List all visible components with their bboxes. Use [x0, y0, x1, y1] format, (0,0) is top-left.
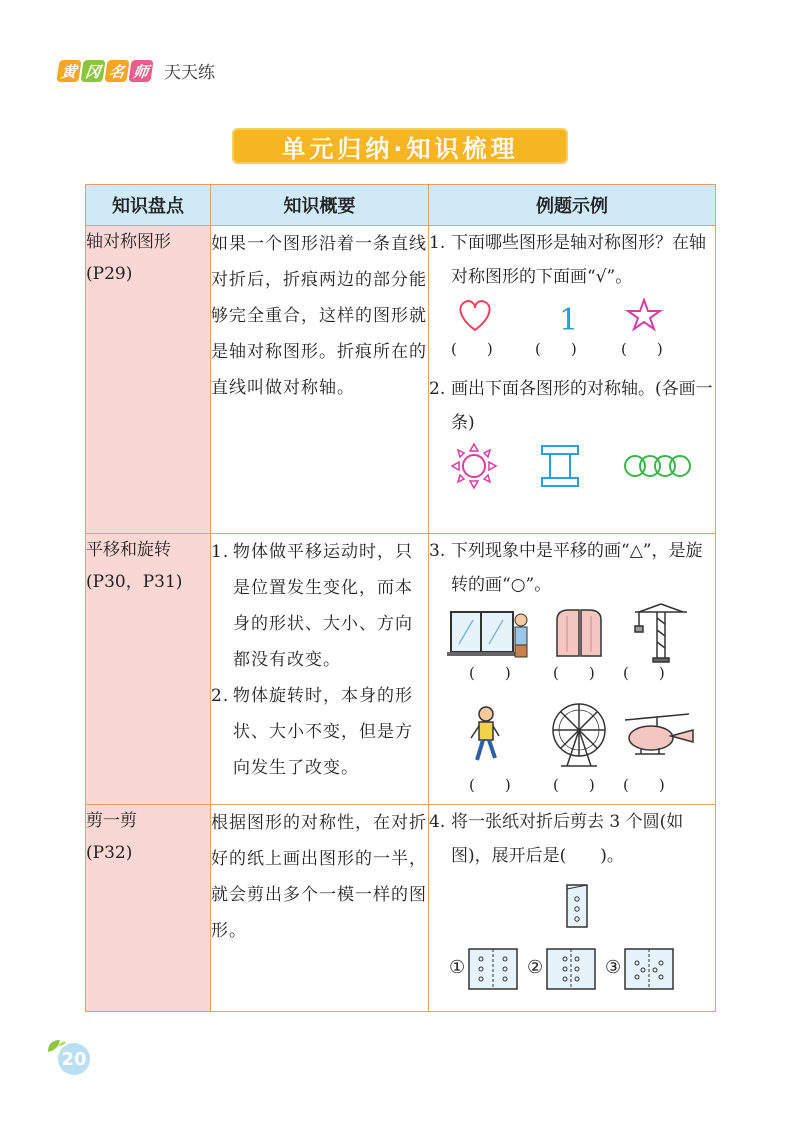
- topic-cell: [86, 226, 211, 534]
- answer-blank: ( ): [469, 776, 511, 792]
- question-text: 下面哪些图形是轴对称图形？在轴对称图形的下面画“√”。: [451, 233, 706, 287]
- summary-point-2: [211, 678, 428, 786]
- option-2-paper: [547, 949, 595, 989]
- brand-char: 黄: [56, 60, 81, 82]
- table-header-row: [86, 185, 716, 226]
- summary-cell: [211, 226, 429, 534]
- summary-text: 物体旋转时，本身的形状、大小不变，但是方向发生了改变。: [233, 686, 413, 778]
- brand-logo: [58, 58, 215, 83]
- topic-page: (P29): [86, 264, 133, 284]
- option-3-paper: [625, 949, 673, 989]
- answer-blank: ( ): [535, 340, 577, 358]
- answer-blank: ( ): [469, 664, 511, 682]
- brand-char: 师: [128, 60, 153, 82]
- option-label: ①: [449, 957, 466, 978]
- column-header: 知识概要: [211, 185, 429, 226]
- ferris-wheel-image: [553, 704, 605, 766]
- topic-cell: [86, 534, 211, 805]
- answer-blank: ( ): [553, 664, 595, 682]
- summary-point-1: [211, 534, 428, 678]
- sun-figure: [452, 444, 496, 488]
- topic-page: (P30，P31): [86, 572, 183, 592]
- table-row: [86, 805, 716, 1012]
- q4-figures: [429, 873, 704, 993]
- page-number: 20: [58, 1043, 90, 1075]
- answer-blank: ( ): [553, 776, 595, 792]
- topic-title: 剪一剪: [86, 811, 137, 831]
- topic-title: 平移和旋转: [86, 540, 171, 560]
- answer-blank: ( ): [621, 340, 663, 358]
- digit-one-figure: 1: [559, 303, 579, 338]
- sliding-window-image: [447, 612, 527, 657]
- question-text: 画出下面各图形的对称轴。(各画一条): [451, 379, 713, 433]
- question-4: [429, 805, 715, 873]
- q2-figures: [429, 440, 704, 496]
- topic-title: 轴对称图形: [86, 232, 171, 252]
- answer-blank: ( ): [623, 776, 665, 792]
- q3-figures: [429, 602, 704, 792]
- question-3: [429, 534, 715, 602]
- example-cell: [429, 534, 716, 805]
- section-banner: 单元归纳·知识梳理: [232, 128, 568, 164]
- summary-text: 物体做平移运动时，只是位置发生变化，而本身的形状、大小、方向都没有改变。: [233, 542, 413, 670]
- question-text: 将一张纸对折后剪去 3 个圆(如图)，展开后是( )。: [451, 812, 684, 866]
- brand-char: 名: [104, 60, 129, 82]
- star-icon: [628, 300, 660, 329]
- table-row: [86, 226, 716, 534]
- walking-boy-image: [471, 707, 499, 760]
- i-beam-figure: [542, 446, 578, 486]
- topic-cell: [86, 805, 211, 1012]
- question-number: 3.: [429, 541, 446, 561]
- option-1-paper: [469, 949, 517, 989]
- brand-char: 冈: [80, 60, 105, 82]
- answer-blank: ( ): [623, 664, 665, 682]
- rings-figure: [625, 456, 690, 476]
- question-text: 下列现象中是平移的画“△”，是旋转的画“○”。: [451, 541, 703, 595]
- q1-figures: [429, 294, 704, 360]
- summary-cell: [211, 805, 429, 1012]
- folded-paper-image: [567, 885, 587, 927]
- crane-image: [635, 604, 687, 662]
- question-number: 4.: [429, 812, 446, 832]
- column-header: 知识盘点: [86, 185, 211, 226]
- point-number: 1.: [211, 542, 230, 562]
- topic-page: (P32): [86, 843, 133, 863]
- column-header: 例题示例: [429, 185, 716, 226]
- example-cell: [429, 805, 716, 1012]
- question-1: [429, 226, 715, 294]
- option-label: ③: [605, 957, 622, 978]
- knowledge-table: [85, 184, 716, 1012]
- summary-cell: [211, 534, 429, 805]
- helicopter-image: [625, 714, 693, 754]
- brand-subtitle: 天天练: [164, 63, 215, 83]
- question-number: 2.: [429, 379, 446, 399]
- swinging-doors-image: [557, 610, 601, 656]
- summary-text: 根据图形的对称性，在对折好的纸上画出图形的一半，就会剪出多个一模一样的图形。: [211, 813, 427, 941]
- summary-text: 如果一个图形沿着一条直线对折后，折痕两边的部分能够完全重合，这样的图形就是轴对称图形。折痕所在的直线叫做对称轴。: [211, 234, 427, 398]
- point-number: 2.: [211, 686, 230, 706]
- question-number: 1.: [429, 233, 446, 253]
- question-2: [429, 372, 715, 440]
- table-row: [86, 534, 716, 805]
- option-label: ②: [527, 957, 544, 978]
- example-cell: [429, 226, 716, 534]
- answer-blank: ( ): [451, 340, 493, 358]
- heart-icon: [460, 301, 489, 330]
